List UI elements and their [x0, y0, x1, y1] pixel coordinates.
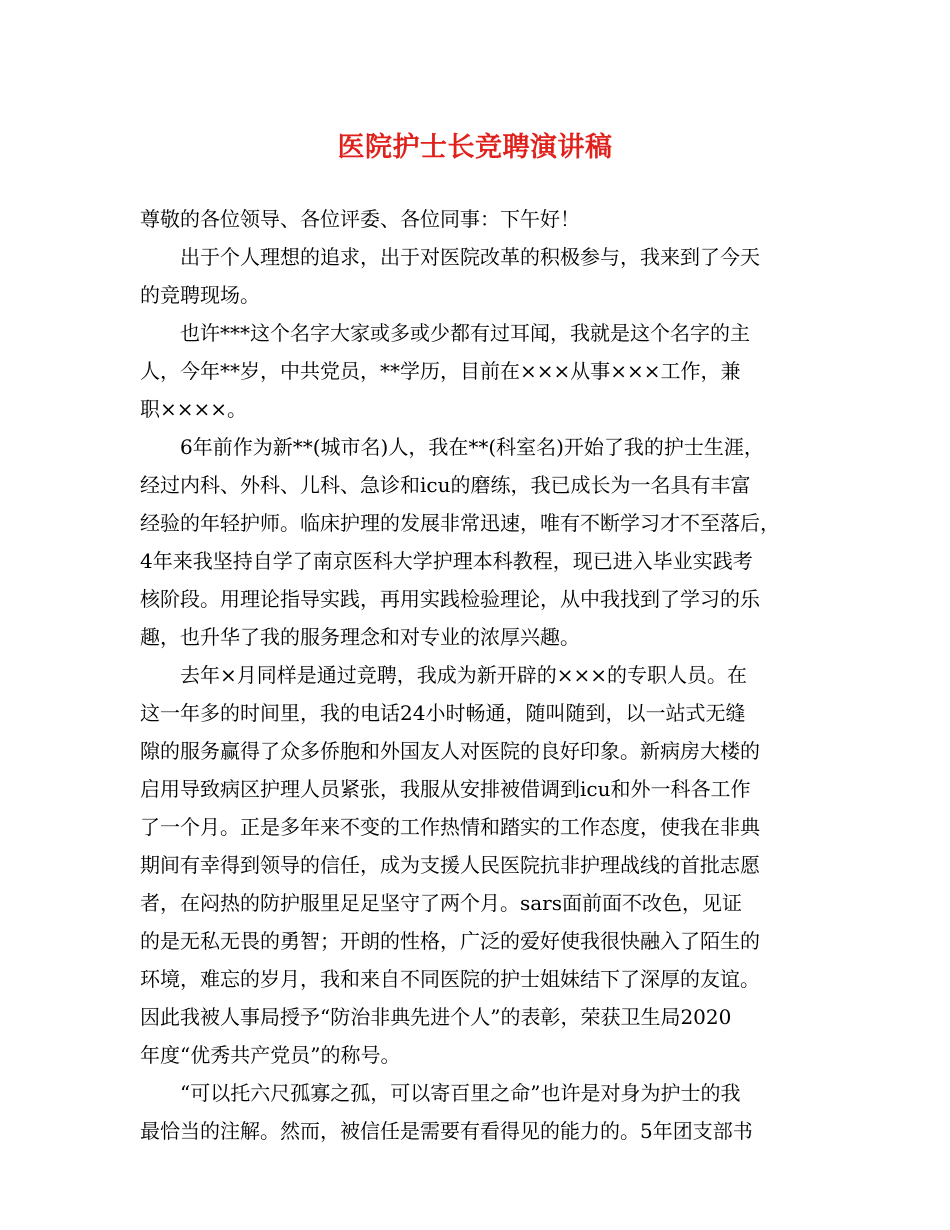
text-line: 了一个月。正是多年来不变的工作热情和踏实的工作态度，使我在非典 [140, 815, 760, 839]
text-line: 因此我被人事局授予“防治非典先进个人”的表彰，荣获卫生局2020 [140, 1005, 732, 1029]
text-line: 者，在闷热的防护服里足足坚守了两个月。sars面前面不改色，见证 [140, 891, 743, 915]
text-line: 人，今年**岁，中共党员，**学历，目前在×××从事×××工作，兼 [140, 359, 741, 383]
text-line: 趣，也升华了我的服务理念和对专业的浓厚兴趣。 [140, 625, 580, 649]
document-title: 医院护士长竞聘演讲稿 [337, 132, 613, 163]
text-line: 的是无私无畏的勇智；开朗的性格，广泛的爱好使我很快融入了陌生的 [140, 929, 760, 953]
text-line: 环境，难忘的岁月，我和来自不同医院的护士姐妹结下了深厚的友谊。 [140, 967, 760, 991]
greeting-line: 尊敬的各位领导、各位评委、各位同事：下午好！ [140, 207, 580, 231]
text-line: 职××××。 [140, 397, 248, 421]
text-line: “可以托六尺孤寡之孤，可以寄百里之命”也许是对身为护士的我 [140, 1081, 741, 1105]
text-line: 核阶段。用理论指导实践，再用实践检验理论，从中我找到了学习的乐 [140, 587, 760, 611]
text-line: 启用导致病区护理人员紧张，我服从安排被借调到icu和外一科各工作 [140, 777, 751, 801]
text-line: 经验的年轻护师。临床护理的发展非常迅速，唯有不断学习才不至落后， [140, 511, 780, 535]
text-line: 期间有幸得到领导的信任，成为支援人民医院抗非护理战线的首批志愿 [140, 853, 760, 877]
text-line: 经过内科、外科、儿科、急诊和icu的磨练，我已成长为一名具有丰富 [140, 473, 751, 497]
text-line: 年度“优秀共产党员”的称号。 [140, 1043, 401, 1067]
text-line: 去年×月同样是通过竞聘，我成为新开辟的×××的专职人员。在 [140, 663, 748, 687]
text-line: 6年前作为新**(城市名)人，我在**(科室名)开始了我的护士生涯， [140, 435, 764, 459]
text-line: 也许***这个名字大家或多或少都有过耳闻，我就是这个名字的主 [140, 321, 750, 345]
text-line: 4年来我坚持自学了南京医科大学护理本科教程，现已进入毕业实践考 [140, 549, 753, 573]
text-line: 最恰当的注解。然而，被信任是需要有看得见的能力的。5年团支部书 [140, 1119, 753, 1143]
text-line: 这一年多的时间里，我的电话24小时畅通，随叫随到，以一站式无缝 [140, 701, 746, 725]
text-line: 出于个人理想的追求，出于对医院改革的积极参与，我来到了今天 [140, 245, 760, 269]
text-line: 隙的服务赢得了众多侨胞和外国友人对医院的良好印象。新病房大楼的 [140, 739, 760, 763]
text-line: 的竞聘现场。 [140, 283, 260, 307]
